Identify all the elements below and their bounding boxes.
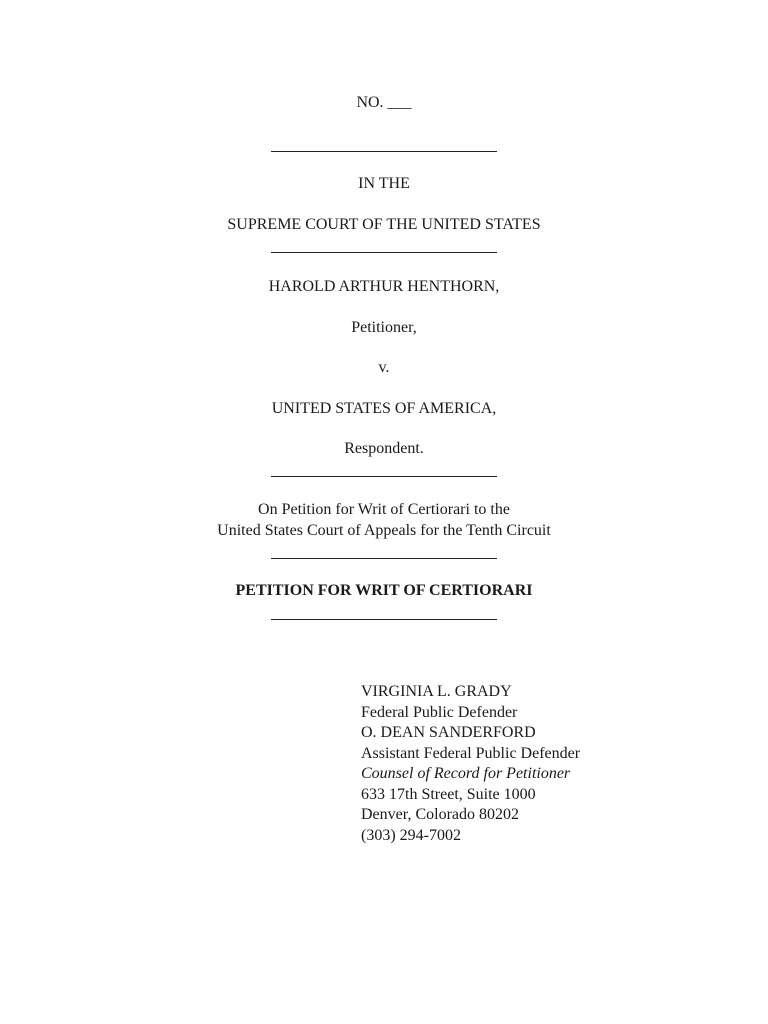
respondent-name: UNITED STATES OF AMERICA, — [271, 400, 497, 417]
counsel-name-2: O. DEAN SANDERFORD — [361, 724, 536, 741]
counsel-name-1: VIRGINIA L. GRADY — [361, 683, 512, 700]
respondent-role: Respondent. — [344, 440, 424, 457]
on-petition-line-2: United States Court of Appeals for the Tenth Circuit — [217, 522, 551, 539]
document-title: PETITION FOR WRIT OF CERTIORARI — [235, 582, 533, 599]
counsel-title-2: Assistant Federal Public Defender — [361, 744, 581, 762]
petitioner-role: Petitioner, — [351, 319, 417, 336]
divider-rule — [271, 619, 497, 620]
counsel-block — [361, 682, 580, 846]
docket-number: NO. ___ — [356, 94, 412, 111]
counsel-title-1: Federal Public Defender — [361, 703, 518, 721]
divider-rule — [271, 558, 497, 559]
counsel-address-2: Denver, Colorado 80202 — [361, 806, 519, 823]
counsel-role: Counsel of Record for Petitioner — [361, 765, 571, 782]
divider-rule — [271, 151, 497, 152]
court-name: SUPREME COURT OF THE UNITED STATES — [227, 216, 541, 233]
divider-rule — [271, 252, 497, 253]
counsel-address-1: 633 17th Street, Suite 1000 — [361, 785, 536, 803]
on-petition-line-1: On Petition for Writ of Certiorari to the — [258, 501, 510, 518]
divider-rule — [271, 476, 497, 477]
in-the-heading: IN THE — [358, 175, 410, 192]
petitioner-name: HAROLD ARTHUR HENTHORN, — [268, 278, 500, 295]
versus: v. — [378, 359, 390, 376]
counsel-phone: (303) 294-7002 — [361, 826, 461, 844]
